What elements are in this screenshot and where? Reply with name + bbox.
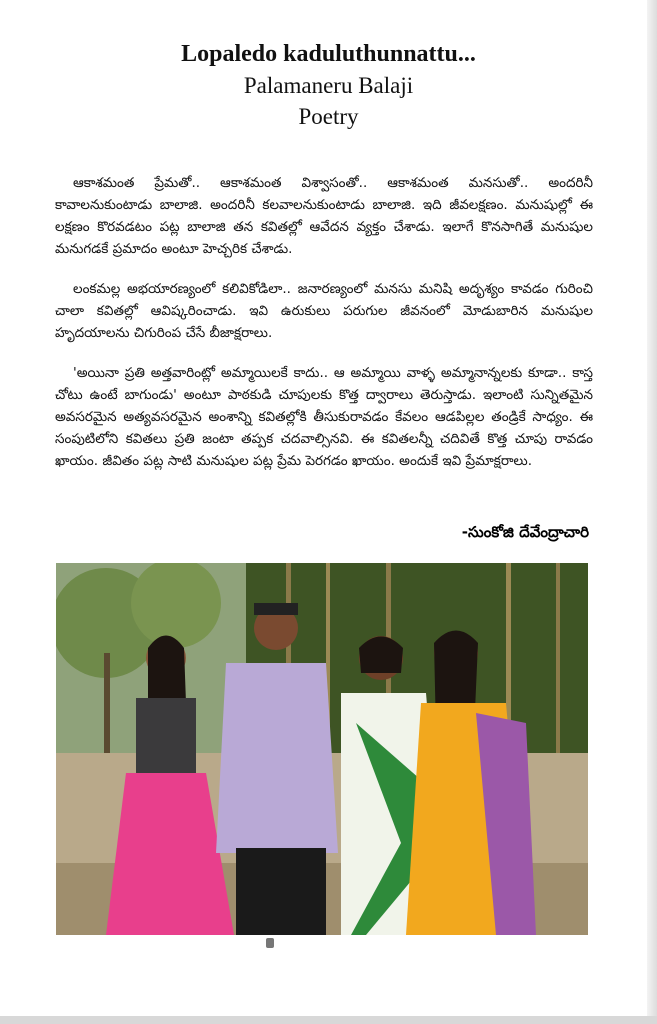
blurb-paragraph-2: లంకమల్ల అభయారణ్యంలో కలివికోడిలా.. జనారణ్యంలో మనసు మనిషి అదృశ్యం కావడం గురించి చాలా కవితల్లో ఆవిష్కరించాడు. ఇవి ఉరుకులు పరుగుల జీవనంలో మోడుబారిన మనుషుల హృదయాలను చిగురింప చేసే బీజాక్షరాలు.: [55, 281, 593, 341]
reviewer-signature: -సుంకోజి దేవేంద్రాచారి: [461, 523, 589, 541]
genre-label: Poetry: [298, 104, 359, 129]
cover-header: [0, 38, 657, 132]
book-title: Lopaledo kaduluthunnattu...: [181, 41, 476, 67]
family-photo-illustration: [56, 563, 588, 935]
blurb-paragraph-1: ఆకాశమంత ప్రేమతో.. ఆకాశమంత విశ్వాసంతో.. ఆకాశమంత మనసుతో.. అందరినీ కావాలనుకుంటాడు బాలాజి. అందరినీ కలవాలనుకుంటాడు బాలాజి. ఇది జీవలక్షణం. మనుషుల్లో ఈ లక్షణం కొరవడటం పట్ల బాలాజి తన కవితల్లో ఆవేదన వ్యక్తం చేశాడు. ఇలాగే కొనసాగితే మనుషుల మనుగడకే ప్రమాదం అంటూ హెచ్చరిక చేశాడు.: [55, 175, 593, 257]
print-mark: [266, 938, 274, 948]
family-photo: [56, 563, 588, 935]
blurb-text: [55, 172, 593, 490]
author-name: Palamaneru Balaji: [243, 73, 414, 98]
blurb-paragraph-3: 'అయినా ప్రతి అత్తవారింట్లో అమ్మాయిలకే కాదు.. ఆ అమ్మాయి వాళ్ళ అమ్మానాన్నలకు కూడా.. కాస్త చోటు ఉంటే బాగుండు' అంటూ పాఠకుడి చూపులకు కొత్త ద్వారాలు తెరుస్తాడు. ఇలాంటి సున్నితమైన అవసరమైన అత్యవసరమైన అంశాన్ని కవితల్లోకి తీసుకురావడం కేవలం ఆడపిల్లల తండ్రికే సాధ్యం. ఈ సంపుటిలోని కవితలు ప్రతి జంటా తప్పక చదవాల్సినవి. ఈ కవితలన్నీ చదివితే కొత్త చూపు రావడం ఖాయం. జీవితం పట్ల సాటి మనుషుల పట్ల ప్రేమ పెరగడం ఖాయం. అందుకే ఇవి ప్రేమాక్షరాలు.: [55, 365, 593, 469]
page-edge: [647, 0, 657, 1024]
page-bottom-edge: [0, 1016, 657, 1024]
